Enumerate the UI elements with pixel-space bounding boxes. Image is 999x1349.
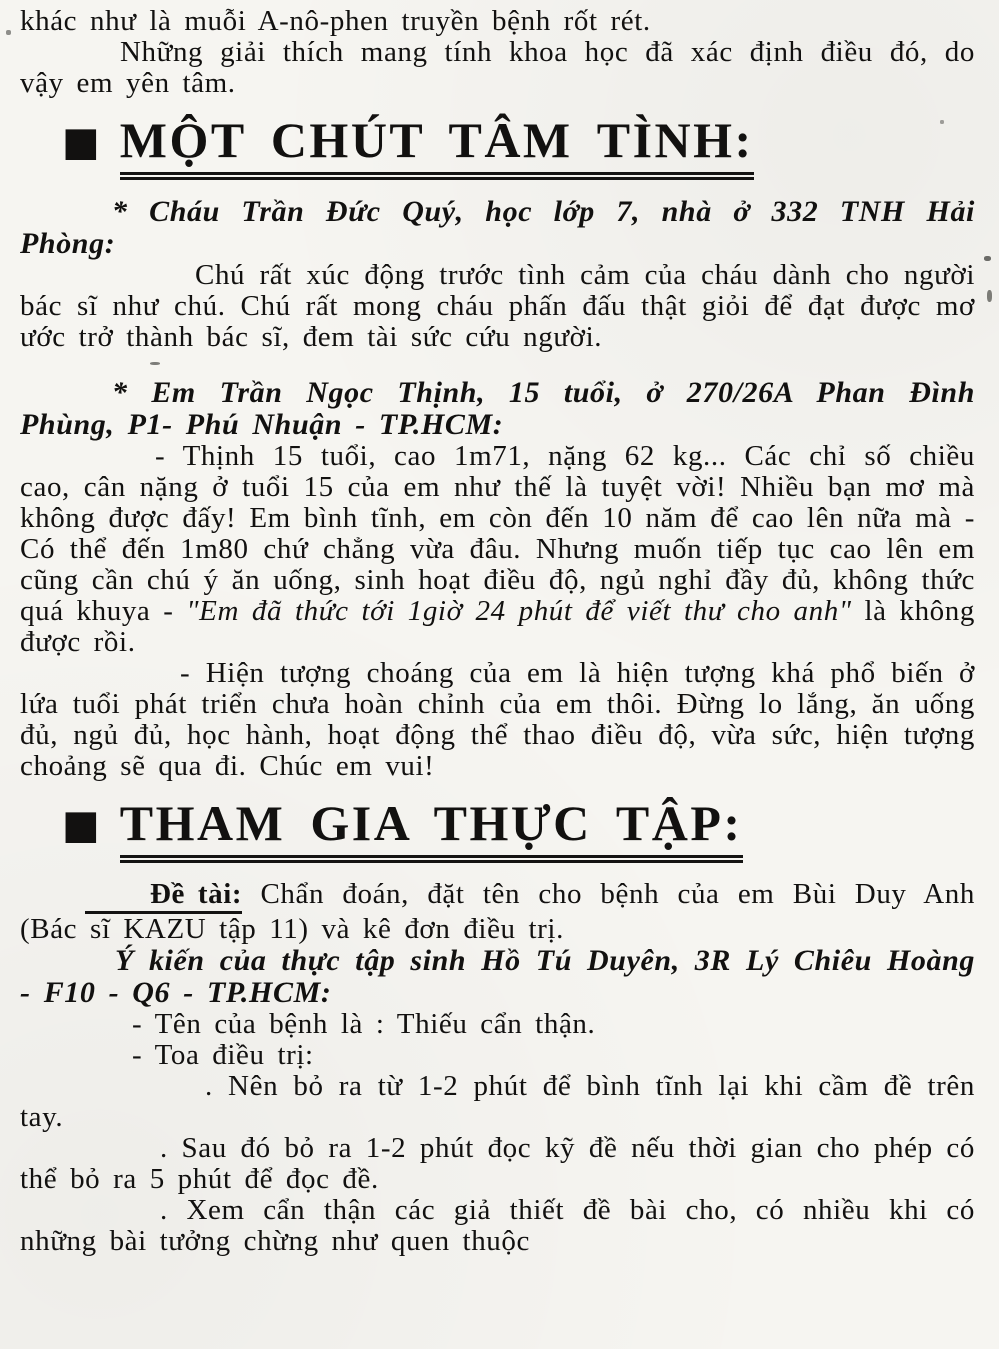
- paragraph-diagnosis: - Tên của bệnh là : Thiếu cẩn thận.: [132, 1008, 596, 1040]
- scan-speck: [984, 256, 991, 261]
- opinion-author: Ý kiến của thực tập sinh Hồ Tú Duyên, 3R Lý Chiêu Hoàng - F10 - Q6 - TP.HCM:: [20, 944, 975, 1009]
- section-heading-mot-chut-tam-tinh: [62, 113, 975, 180]
- scan-speck: [150, 362, 160, 365]
- paragraph-step-1: . Nên bỏ ra từ 1-2 phút để bình tĩnh lại khi cầm đề trên tay.: [20, 1070, 975, 1133]
- reply-text-after-quote: là không được rồi.: [20, 595, 975, 658]
- paragraph-reply-quy: Chú rất xúc động trước tình cảm của cháu dành cho người bác sĩ như chú. Chú rất mong cháu phấn đấu thật giỏi để đạt được mơ ước trở thành bác sĩ, đem tài sức cứu người.: [20, 259, 975, 353]
- scan-speck: [987, 290, 992, 302]
- paragraph-step-2: . Sau đó bỏ ra 1-2 phút đọc kỹ đề nếu thời gian cho phép có thể bỏ ra 5 phút để đọc đề.: [20, 1132, 975, 1195]
- black-square-bullet-icon: ■: [62, 802, 100, 848]
- topic-label: Đề tài:: [85, 879, 242, 914]
- reply-text-before-quote: - Thịnh 15 tuổi, cao 1m71, nặng 62 kg... Các chỉ số chiều cao, cân nặng ở tuổi 15 của em như thế là tuyệt vời! Nhiều bạn mơ mà không được đấy! Em bình tĩnh, em còn đến 10 năm để cao lên nữa mà - Có thể đến 1m80 chứ chẳng vừa đâu. Nhưng muốn tiếp tục cao lên em cũng cần chú ý ăn uống, sinh hoạt điều độ, ngủ nghỉ đầy đủ, không thức quá khuya -: [20, 440, 975, 627]
- black-square-bullet-icon: ■: [62, 119, 100, 165]
- topic-text: Chẩn đoán, đặt tên cho bệnh của em Bùi Duy Anh (Bác sĩ KAZU tập 11) và kê đơn điều trị.: [20, 878, 975, 945]
- quoted-letter-excerpt: "Em đã thức tới 1giờ 24 phút để viết thư cho anh": [186, 595, 852, 627]
- letter-author-thinh: * Em Trần Ngọc Thịnh, 15 tuổi, ở 270/26A Phan Đình Phùng, P1- Phú Nhuận - TP.HCM:: [20, 376, 975, 441]
- paragraph-intro-continuation: khác như là muỗi A-nô-phen truyền bệnh rốt rét.: [20, 5, 651, 37]
- section-heading-text: MỘT CHÚT TÂM TÌNH:: [120, 113, 754, 180]
- section-heading-tham-gia-thuc-tap: [62, 796, 975, 863]
- paragraph-prescription-label: - Toa điều trị:: [132, 1039, 314, 1071]
- paragraph-step-3: . Xem cẩn thận các giả thiết đề bài cho, có nhiều khi có những bài tưởng chừng như quen thuộc: [20, 1194, 975, 1257]
- paragraph-reply-thinh-2: - Hiện tượng choáng của em là hiện tượng khá phổ biến ở lứa tuổi phát triển chưa hoàn chỉnh của em thôi. Đừng lo lắng, ăn uống đủ, ngủ đủ, học hành, hoạt động thể thao điều độ, vừa sức, hiện tượng choảng sẽ qua đi. Chúc em vui!: [20, 657, 975, 782]
- letter-author-quy: * Cháu Trần Đức Quý, học lớp 7, nhà ở 332 TNH Hải Phòng:: [20, 195, 975, 260]
- scan-speck: [6, 30, 11, 35]
- paragraph-intro: Những giải thích mang tính khoa học đã xác định điều đó, do vậy em yên tâm.: [20, 36, 975, 99]
- section-heading-text: THAM GIA THỰC TẬP:: [120, 796, 743, 863]
- scan-speck: [940, 120, 944, 124]
- paragraph-reply-thinh-1: [20, 441, 975, 658]
- paragraph-topic: [20, 879, 975, 945]
